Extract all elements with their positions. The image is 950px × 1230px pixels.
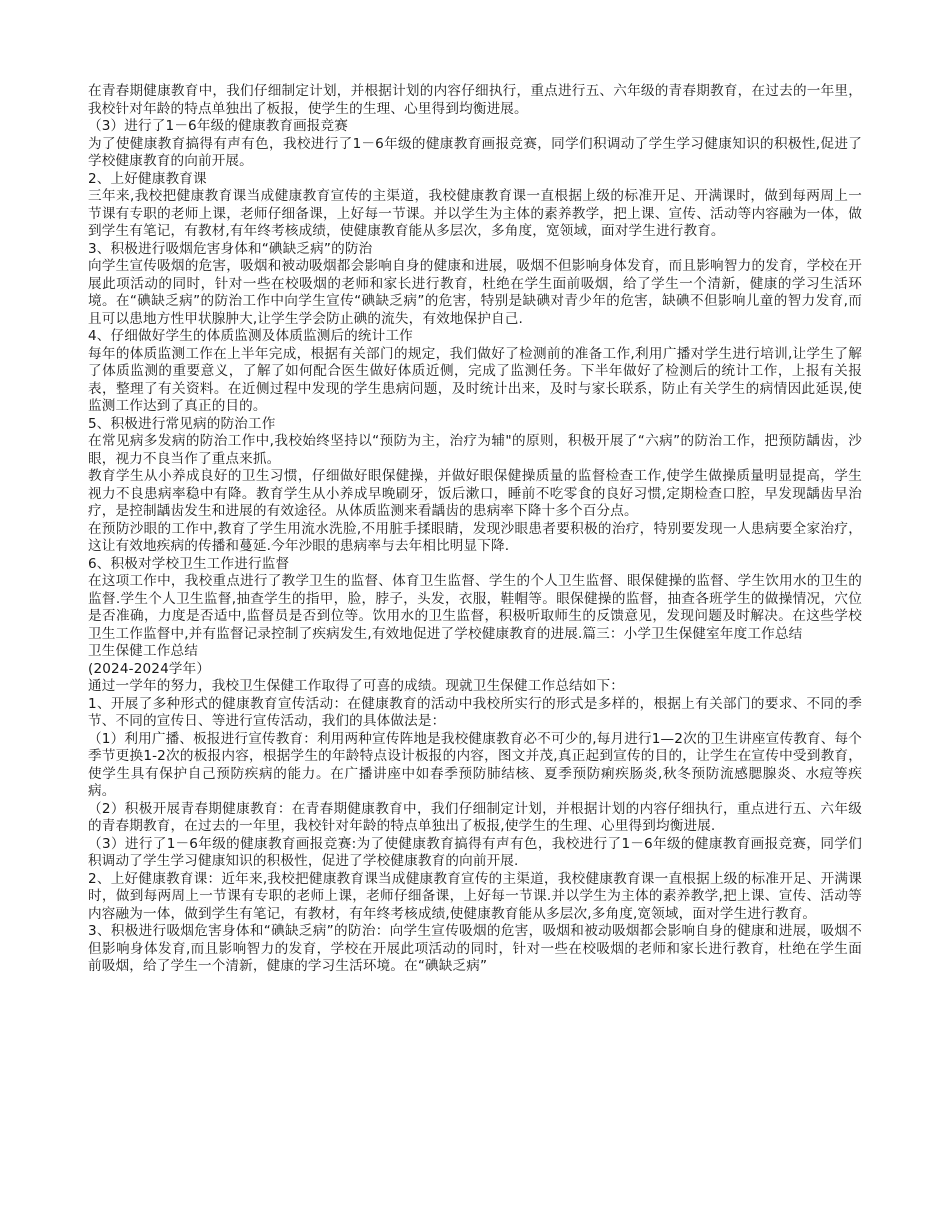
paragraph-12: （1）利用广播、板报进行宣传教育：利用两种宣传阵地是我校健康教育必不可少的,每月进行1—2次的卫生讲座宣传教育、每个季节更换1-2次的板报内容，根据学生的年龄特点设计板报的内容，图文并茂,真正起到宣传的目的，让学生在宣传中受到教育，使学生具有保护自己预防疾病的能力。在广播讲座中如春季预防肺结核、夏季预防痢疾肠炎,秋冬预防流感腮腺炎、水痘等疾病。 xyxy=(88,730,862,799)
section-heading-4: 4、仔细做好学生的体质监测及体质监测后的统计工作 xyxy=(88,328,413,344)
paragraph-1: 在青春期健康教育中，我们仔细制定计划，并根据计划的内容仔细执行，重点进行五、六年级的青春期教育，在过去的一年里，我校针对年龄的特点单独出了板报，使学生的生理、心里得到均衡进展。 xyxy=(88,83,862,117)
paragraph-5: 每年的体质监测工作在上半年完成，根据有关部门的规定，我们做好了检测前的准备工作,利用广播对学生进行培训,让学生了解了体质监测的重要意义，了解了如何配合医生做好体质近侧，完成了监测任务。下半年做好了检测后的统计工作，上报有关报表，整理了有关资料。在近侧过程中发现的学生患病问题，及时统计出来，及时与家长联系，防止有关学生的病情因此延误,使监测工作达到了真正的目的。 xyxy=(88,345,862,414)
paragraph-11: 1、开展了多种形式的健康教育宣传活动：在健康教育的活动中我校所实行的形式是多样的，根据上有关部门的要求、不同的季节、不同的宣传日、等进行宣传活动，我们的具体做法是： xyxy=(88,695,862,729)
paragraph-10: 通过一学年的努力，我校卫生保健工作取得了可喜的成绩。现就卫生保健工作总结如下： xyxy=(88,678,625,694)
paragraph-8: 在预防沙眼的工作中,教育了学生用流水洗脸,不用脏手揉眼睛，发现沙眼患者要积极的治疗，特别要发现一人患病要全家治疗，这让有效地疾病的传播和蔓延.今年沙眼的患病率与去年相比明显下降. xyxy=(88,520,862,554)
paragraph-14: （3）进行了1－6年级的健康教育画报竞赛:为了使健康教育搞得有声有色，我校进行了1－6年级的健康教育画报竞赛，同学们积调动了学生学习健康知识的积极性，促进了学校健康教育的向前开展. xyxy=(88,835,862,869)
report-year: (2024-2024学年） xyxy=(88,660,211,677)
section-heading-6: 6、积极对学校卫生工作进行监督 xyxy=(88,555,290,572)
section-heading-3b: 3、积极进行吸烟危害身体和“碘缺乏病”的防治 xyxy=(88,240,373,257)
section-heading-2: 2、上好健康教育课 xyxy=(88,170,207,187)
section-heading-5: 5、积极进行常见病的防治工作 xyxy=(88,415,276,432)
paragraph-15: 2、上好健康教育课：近年来,我校把健康教育课当成健康教育宣传的主渠道，我校健康教育课一直根据上级的标准开足、开满课时，做到每两周上一节课有专职的老师上课，老师仔细备课，上好每一节课.并以学生为主体的素养教学,把上课、宣传、活动等内容融为一体，做到学生有笔记，有教材，有年终考核成绩,使健康教育能从多层次,多角度,宽领域，面对学生进行教育。 xyxy=(88,870,862,922)
paragraph-3: 三年来,我校把健康教育课当成健康教育宣传的主渠道，我校健康教育课一直根据上级的标准开足、开满课时，做到每两周上一节课有专职的老师上课，老师仔细备课，上好每一节课。并以学生为主体的素养教学，把上课、宣传、活动等内容融为一体，做到学生有笔记，有教材,有年终考核成绩，使健康教育能从多层次，多角度，宽领域，面对学生进行教育。 xyxy=(88,188,862,239)
paragraph-13: （2）积极开展青春期健康教育：在青春期健康教育中，我们仔细制定计划，并根据计划的内容仔细执行，重点进行五、六年级的青春期教育，在过去的一年里，我校针对年龄的特点单独出了板报,使学生的生理、心里得到均衡进展. xyxy=(88,800,862,834)
paragraph-9: 在这项工作中，我校重点进行了教学卫生的监督、体育卫生监督、学生的个人卫生监督、眼保健操的监督、学生饮用水的卫生的监督.学生个人卫生监督,抽查学生的指甲，脸，脖子，头发，衣服，鞋帽等。眼保健操的监督，抽查各班学生的做操情况，穴位是否准确，力度是否适中,监督员是否到位等。饮用水的卫生监督，积极听取师生的反馈意见，发现问题及时解决。在这些学校卫生工作监督中,并有监督记录控制了疾病发生,有效地促进了学校健康教育的进展.篇三：小学卫生保健室年度工作总结 xyxy=(88,573,862,642)
report-title: 卫生保健工作总结 xyxy=(88,643,198,659)
paragraph-7: 教育学生从小养成良好的卫生习惯，仔细做好眼保健操，并做好眼保健操质量的监督检查工作,使学生做操质量明显提高，学生视力不良患病率稳中有降。教育学生从小养成早晚刷牙，饭后漱口，睡前不吃零食的良好习惯,定期检查口腔，早发现龋齿早治疗，是控制龋齿发生和进展的有效途径。从体质监测来看龋齿的患病率下降十多个百分点。 xyxy=(88,468,862,519)
section-heading-3: （3）进行了1－6年级的健康教育画报竞赛 xyxy=(88,118,349,134)
paragraph-4: 向学生宣传吸烟的危害，吸烟和被动吸烟都会影响自身的健康和进展，吸烟不但影响身体发育，而且影响智力的发育，学校在开展此项活动的同时，针对一些在校吸烟的老师和家长进行教育，杜绝在学生面前吸烟，给了学生一个清新，健康的学习生活环境。在“碘缺乏病”的防治工作中向学生宣传“碘缺乏病”的危害，特别是缺碘对青少年的危害，缺碘不但影响儿童的智力发育,而且可以患地方性甲状腺肿大,让学生学会防止碘的流失，有效地保护自己. xyxy=(88,258,862,327)
paragraph-16: 3、积极进行吸烟危害身体和“碘缺乏病”的防治：向学生宣传吸烟的危害，吸烟和被动吸烟都会影响自身的健康和进展，吸烟不但影响身体发育,而且影响智力的发育，学校在开展此项活动的同时，针对一些在校吸烟的老师和家长进行教育，杜绝在学生面前吸烟，给了学生一个清新，健康的学习生活环境。在“碘缺乏病” xyxy=(88,923,862,974)
paragraph-2: 为了使健康教育搞得有声有色，我校进行了1－6年级的健康教育画报竞赛，同学们积调动了学生学习健康知识的积极性,促进了学校健康教育的向前开展。 xyxy=(88,135,862,169)
paragraph-6: 在常见病多发病的防治工作中,我校始终坚持以“预防为主，治疗为辅"的原则，积极开展了“六病”的防治工作，把预防龋齿，沙眼，视力不良当作了重点来抓。 xyxy=(88,433,862,467)
